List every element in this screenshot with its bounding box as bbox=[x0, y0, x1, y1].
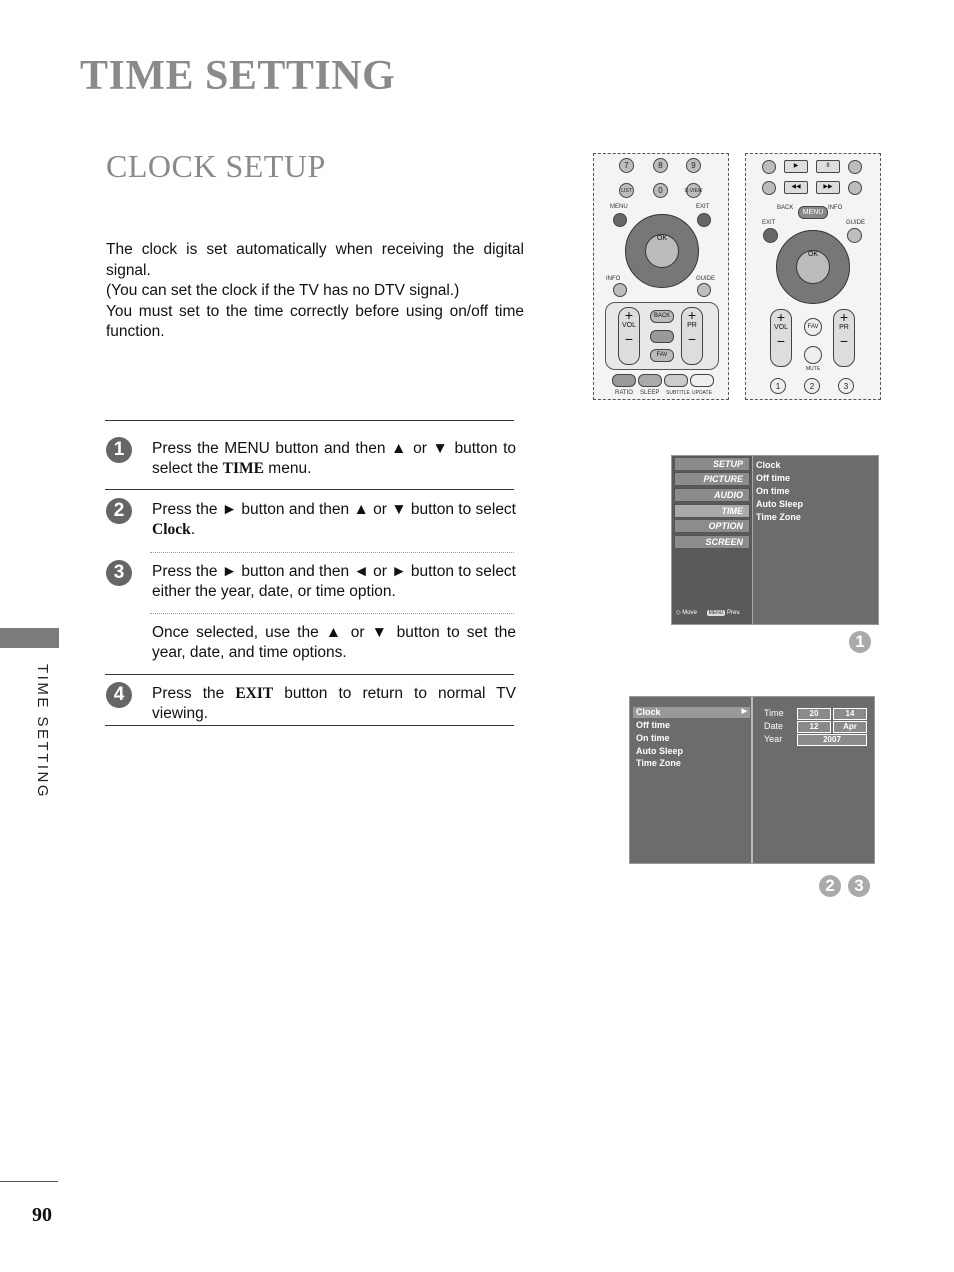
date-label: Date bbox=[764, 721, 784, 731]
menu-item-time[interactable]: TIME bbox=[674, 504, 750, 518]
side-tab-marker bbox=[0, 628, 59, 648]
step-4-number: 4 bbox=[106, 682, 132, 708]
intro-text bbox=[106, 240, 524, 343]
step-divider-3 bbox=[150, 613, 514, 614]
skip-forward-button[interactable] bbox=[848, 181, 862, 195]
page-number-rule bbox=[0, 1181, 58, 1182]
num-button-7[interactable]: 7 bbox=[619, 158, 634, 173]
menu-item-setup[interactable]: SETUP bbox=[674, 457, 750, 471]
fav-button-right[interactable]: FAV bbox=[804, 318, 822, 336]
step-3b-text: Once selected, use the ▲ or ▼ button to set the year, date, and time options. bbox=[152, 624, 516, 661]
hour-field[interactable]: 20 bbox=[797, 708, 831, 720]
red-key[interactable] bbox=[612, 374, 636, 387]
clock-selected-row[interactable] bbox=[633, 707, 750, 718]
option-off-time-2[interactable]: Off time bbox=[636, 720, 671, 730]
time-label: Time bbox=[764, 708, 784, 718]
volume-rocker-right[interactable]: + VOL − bbox=[770, 309, 792, 367]
menu-sidebar bbox=[672, 456, 753, 624]
program-rocker-right[interactable]: + PR − bbox=[833, 309, 855, 367]
guide-label-right: GUIDE bbox=[846, 220, 866, 226]
steps-bottom-rule bbox=[105, 725, 514, 726]
exit-button[interactable] bbox=[697, 213, 711, 227]
year-field[interactable]: 2007 bbox=[797, 734, 867, 746]
osd-clock-menu bbox=[629, 696, 875, 864]
green-key[interactable] bbox=[638, 374, 662, 387]
step-divider-2 bbox=[150, 552, 514, 553]
list-button[interactable]: LIST bbox=[619, 183, 634, 198]
num-button-0[interactable]: 0 bbox=[653, 183, 668, 198]
step-3-number: 3 bbox=[106, 560, 132, 586]
step-1-text: Press the MENU button and then ▲ or ▼ button to select the TIME menu. bbox=[152, 440, 516, 477]
step-badge-1: 1 bbox=[849, 631, 871, 653]
option-on-time-2[interactable]: On time bbox=[636, 733, 670, 743]
rewind-button[interactable]: ◀◀ bbox=[784, 181, 808, 194]
stop-button[interactable] bbox=[762, 160, 776, 174]
menu-button-right[interactable]: MENU bbox=[798, 206, 828, 219]
option-clock-selected: Clock bbox=[636, 707, 661, 717]
info-label-right: INFO bbox=[828, 205, 843, 211]
guide-label: GUIDE bbox=[696, 276, 716, 282]
option-auto-sleep[interactable]: Auto Sleep bbox=[756, 499, 804, 509]
mute-button[interactable] bbox=[650, 330, 674, 343]
num-button-2[interactable]: 2 bbox=[804, 378, 820, 394]
clock-menu-list bbox=[630, 697, 753, 863]
num-button-3[interactable]: 3 bbox=[838, 378, 854, 394]
step-rule-3 bbox=[105, 674, 514, 675]
mute-label: MUTE bbox=[806, 366, 821, 372]
steps-top-rule bbox=[105, 420, 514, 421]
exit-button-right[interactable] bbox=[763, 228, 778, 243]
menu-item-audio[interactable]: AUDIO bbox=[674, 488, 750, 502]
fav-button[interactable]: FAV bbox=[650, 349, 674, 362]
qview-button[interactable]: Q.VIEW bbox=[686, 183, 701, 198]
program-rocker[interactable]: + PR − bbox=[681, 307, 703, 365]
guide-button-right[interactable] bbox=[847, 228, 862, 243]
forward-button[interactable]: ▶▶ bbox=[816, 181, 840, 194]
menu-button[interactable] bbox=[613, 213, 627, 227]
step-3-text: Press the ► button and then ◄ or ► button to select either the year, date, or time option. bbox=[152, 563, 516, 600]
day-field[interactable]: 12 bbox=[797, 721, 831, 733]
num-button-1[interactable]: 1 bbox=[770, 378, 786, 394]
mute-button-right[interactable] bbox=[804, 346, 822, 364]
skip-back-button[interactable] bbox=[762, 181, 776, 195]
info-label: INFO bbox=[606, 276, 621, 282]
guide-button[interactable] bbox=[697, 283, 711, 297]
exit-label-right: EXIT bbox=[762, 220, 776, 226]
menu-item-screen[interactable]: SCREEN bbox=[674, 535, 750, 549]
minute-field[interactable]: 14 bbox=[833, 708, 867, 720]
option-time-zone[interactable]: Time Zone bbox=[756, 512, 801, 522]
ratio-label: RATIO bbox=[615, 390, 633, 396]
menu-item-picture[interactable]: PICTURE bbox=[674, 472, 750, 486]
year-label: Year bbox=[764, 734, 783, 744]
yellow-key[interactable] bbox=[664, 374, 688, 387]
step-4-text: Press the EXIT button to return to normal TV viewing. bbox=[152, 685, 516, 722]
back-button[interactable]: BACK bbox=[650, 310, 674, 323]
back-label: BACK bbox=[777, 205, 794, 211]
menu-footer: ◇ Move MENU Prev. bbox=[676, 610, 741, 616]
menu-item-option[interactable]: OPTION bbox=[674, 519, 750, 533]
exit-label: EXIT bbox=[696, 204, 710, 210]
volume-rocker[interactable]: + VOL − bbox=[618, 307, 640, 365]
osd-main-menu bbox=[671, 455, 879, 625]
option-on-time[interactable]: On time bbox=[756, 486, 790, 496]
step-2-number: 2 bbox=[106, 498, 132, 524]
subtitle-label: SUBTITLE bbox=[666, 390, 690, 396]
step-rule-1 bbox=[105, 489, 514, 490]
num-button-9[interactable]: 9 bbox=[686, 158, 701, 173]
record-button[interactable] bbox=[848, 160, 862, 174]
intro-line-3: You must set to the time correctly before using on/off time function. bbox=[106, 302, 524, 340]
step-badge-2: 2 bbox=[819, 875, 841, 897]
ok-button-right[interactable]: OK bbox=[796, 250, 830, 284]
month-field[interactable]: Apr bbox=[833, 721, 867, 733]
menu-label: MENU bbox=[610, 204, 628, 210]
info-button[interactable] bbox=[613, 283, 627, 297]
side-label: TIME SETTING bbox=[34, 664, 51, 799]
update-label: UPDATE bbox=[692, 390, 712, 396]
blue-key[interactable] bbox=[690, 374, 714, 387]
page-title: TIME SETTING bbox=[80, 53, 396, 99]
step-badge-3: 3 bbox=[848, 875, 870, 897]
play-button[interactable]: ▶ bbox=[784, 160, 808, 173]
ok-button[interactable]: OK bbox=[645, 234, 679, 268]
step-2-text: Press the ► button and then ▲ or ▼ button to select Clock. bbox=[152, 501, 516, 538]
num-button-8[interactable]: 8 bbox=[653, 158, 668, 173]
arrow-right-icon: ▶ bbox=[741, 708, 747, 715]
intro-line-1: The clock is set automatically when receiving the digital signal. bbox=[106, 241, 524, 279]
section-title: CLOCK SETUP bbox=[106, 148, 326, 184]
option-off-time[interactable]: Off time bbox=[756, 473, 791, 483]
step-1-number: 1 bbox=[106, 437, 132, 463]
sleep-label: SLEEP bbox=[640, 390, 660, 396]
remote-control-left bbox=[593, 153, 729, 400]
pause-button[interactable]: II bbox=[816, 160, 840, 173]
page-number: 90 bbox=[32, 1204, 52, 1226]
option-time-zone-2[interactable]: Time Zone bbox=[636, 758, 681, 768]
move-icon: ◇ bbox=[676, 610, 681, 616]
option-clock[interactable]: Clock bbox=[756, 460, 781, 470]
remote-control-right bbox=[745, 153, 881, 400]
intro-line-2: (You can set the clock if the TV has no DTV signal.) bbox=[106, 282, 460, 299]
option-auto-sleep-2[interactable]: Auto Sleep bbox=[636, 746, 684, 756]
